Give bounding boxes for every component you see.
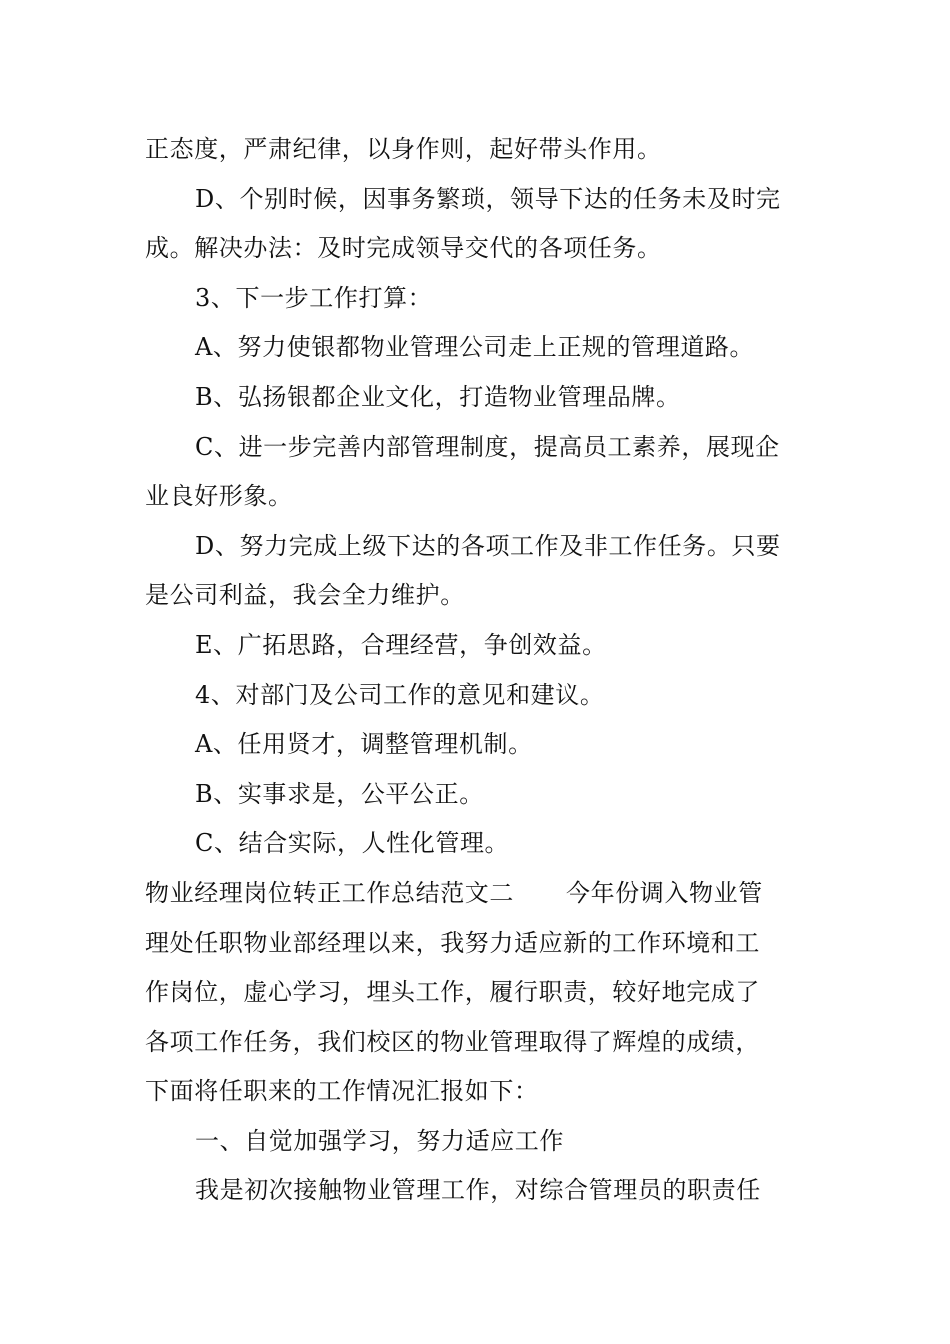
article-title: 物业经理岗位转正工作总结范文二 xyxy=(145,878,514,907)
text-line-16 xyxy=(145,869,810,919)
text-line-3: 成。解决办法：及时完成领导交代的各项任务。 xyxy=(145,234,662,263)
text-line-10: 是公司利益，我会全力维护。 xyxy=(145,581,465,610)
text-line-2: D、个别时候，因事务繁琐，领导下达的任务未及时完 xyxy=(195,184,781,213)
text-line-15: C、结合实际，人性化管理。 xyxy=(195,829,510,858)
article-intro-start: 今年份调入物业管 xyxy=(566,878,763,907)
section-heading-next-steps: 3、下一步工作打算： xyxy=(195,283,433,312)
document-body xyxy=(145,125,810,1216)
text-line-17: 理处任职物业部经理以来，我努力适应新的工作环境和工 xyxy=(145,928,760,957)
section-heading-suggestions: 4、对部门及公司工作的意见和建议。 xyxy=(195,680,605,709)
text-line-13: A、任用贤才，调整管理机制。 xyxy=(195,730,533,759)
text-line-22: 我是初次接触物业管理工作，对综合管理员的职责任 xyxy=(195,1176,761,1205)
text-line-8: 业良好形象。 xyxy=(145,482,293,511)
section-heading-study: 一、自觉加强学习，努力适应工作 xyxy=(195,1126,564,1155)
text-line-19: 各项工作任务，我们校区的物业管理取得了辉煌的成绩， xyxy=(145,1027,760,1056)
text-line-7: C、进一步完善内部管理制度，提高员工素养，展现企 xyxy=(195,432,780,461)
text-line-9: D、努力完成上级下达的各项工作及非工作任务。只要 xyxy=(195,531,781,560)
text-line-14: B、实事求是，公平公正。 xyxy=(195,779,484,808)
text-line-6: B、弘扬银都企业文化，打造物业管理品牌。 xyxy=(195,382,681,411)
text-line-1: 正态度，严肃纪律，以身作则，起好带头作用。 xyxy=(145,135,662,163)
text-line-5: A、努力使银都物业管理公司走上正规的管理道路。 xyxy=(195,333,755,362)
text-line-20: 下面将任职来的工作情况汇报如下： xyxy=(145,1077,539,1106)
text-line-11: E、广拓思路，合理经营，争创效益。 xyxy=(195,630,607,659)
text-line-18: 作岗位，虚心学习，埋头工作，履行职责，较好地完成了 xyxy=(145,978,760,1007)
